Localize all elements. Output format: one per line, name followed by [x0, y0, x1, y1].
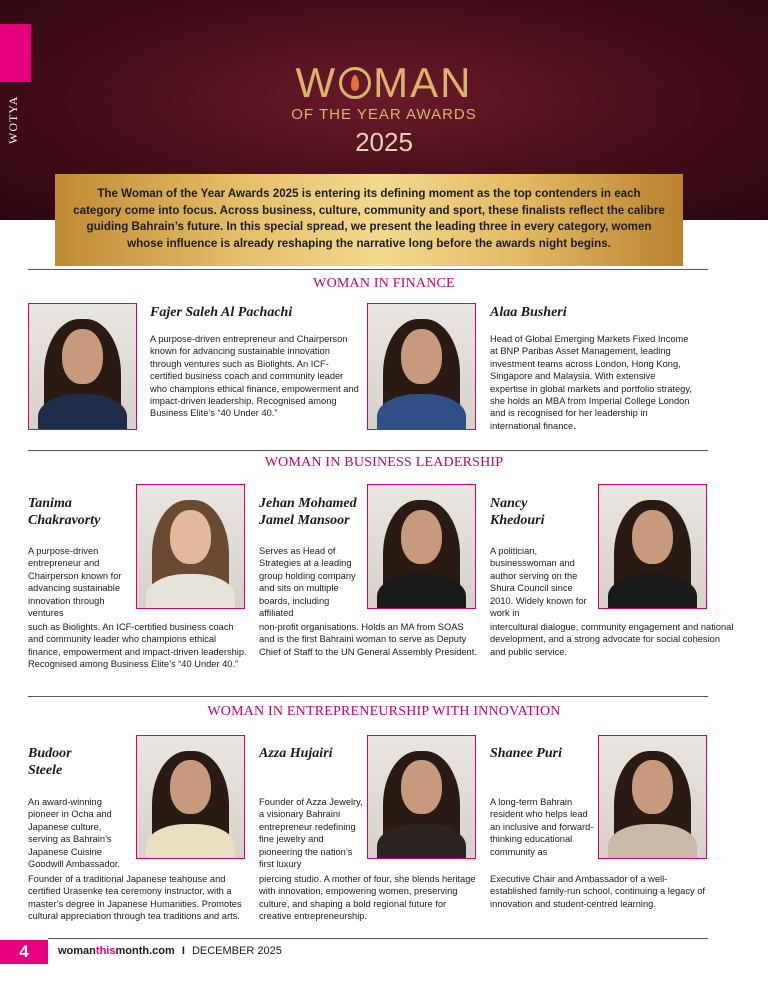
person-bio: such as Biolights. An ICF-certified business coach and community leader who champions ethical finance, empowerment and impact-driven leadership. Recognised among Business Elite’s “40 Under 40.”: [28, 622, 247, 670]
portrait-photo: [367, 303, 476, 430]
page-number: 4: [0, 940, 48, 964]
person-bio: A purpose-driven entrepreneur and Chairperson known for advancing sustainable innovation through ventures: [28, 546, 122, 619]
person-bio: Executive Chair and Ambassador of a well-established family-run school, continuing a legacy of innovation and student-centred learning.: [490, 874, 705, 909]
person-bio: A politician, businesswoman and author serving on the Shura Council since 2010. Widely known for work in: [490, 546, 587, 619]
divider: [48, 938, 708, 939]
person-bio: Founder of Azza Jewelry, a visionary Bahraini entrepreneur redefining fine jewelry and pioneering the nation’s first luxury: [259, 797, 363, 870]
person-bio: intercultural dialogue, community engagement and national development, and a strong advocate for social cohesion and public service.: [490, 622, 734, 657]
flame-icon: [339, 67, 371, 99]
logo-wordmark: W MAN: [295, 59, 473, 106]
person-name: Nancy Khedouri: [490, 496, 545, 528]
person-name: Budoor Steele: [28, 746, 72, 778]
section-title-business: WOMAN IN BUSINESS LEADERSHIP: [264, 455, 504, 470]
pink-tab: [0, 24, 31, 82]
person-name: Azza Hujairi: [259, 746, 333, 761]
portrait-photo: [367, 735, 476, 859]
divider: [28, 450, 708, 451]
portrait-photo: [367, 484, 476, 609]
person-bio: Serves as Head of Strategies at a leading group holding company and sits on multiple boards, including affiliated: [259, 546, 356, 619]
side-label: WOTYA: [6, 95, 20, 145]
footer-credit: womanthismonth.com I DECEMBER 2025: [58, 945, 282, 957]
person-bio: Founder of a traditional Japanese teahouse and certified Urasenke tea ceremony instructor, with a master’s degree in Japanese Humanities. Promotes cultural appreciation through tea traditions and arts.: [28, 874, 242, 922]
intro-text: The Woman of the Year Awards 2025 is entering its defining moment as the top contenders in each category come into focus. Across business, culture, community and sport, these finalists reflect the calibre guiding Bahrain’s future. In this special spread, we present the leading three in every category, women whose influence is already reshaping the narrative long before the awards night begins.: [55, 174, 683, 266]
person-bio: Head of Global Emerging Markets Fixed Income at BNP Paribas Asset Management, leading investment teams across London, Hong Kong, Singapore and Malaysia. With extensive expertise in global markets and portfolio strategy, she holds an MBA from Imperial College London and is recognised for her leadership in international finance.: [490, 334, 692, 431]
divider: [28, 269, 708, 270]
portrait-photo: [598, 735, 707, 859]
person-bio: An award-winning pioneer in Ocha and Japanese culture, serving as Bahrain’s Japanese Cuisine Goodwill Ambassador.: [28, 797, 120, 870]
divider: [28, 696, 708, 697]
person-name: Tanima Chakravorty: [28, 496, 101, 528]
portrait-photo: [598, 484, 707, 609]
awards-logo: [234, 59, 534, 158]
section-title-finance: WOMAN IN FINANCE: [313, 276, 455, 291]
person-name: Fajer Saleh Al Pachachi: [150, 305, 293, 320]
person-name: Shanee Puri: [490, 746, 562, 761]
section-title-entrepreneurship: WOMAN IN ENTREPRENEURSHIP WITH INNOVATION: [207, 704, 561, 719]
portrait-photo: [28, 303, 137, 430]
logo-year: 2025: [355, 127, 413, 157]
person-name: Alaa Busheri: [490, 305, 567, 320]
portrait-photo: [136, 484, 245, 609]
person-bio: A long-term Bahrain resident who helps lead an inclusive and forward-thinking educational community as: [490, 797, 594, 857]
person-bio: piercing studio. A mother of four, she blends heritage with innovation, empowering women, preserving culture, and shaping a bold regional future for creative entrepreneurship.: [259, 874, 476, 922]
logo-subtitle: OF THE YEAR AWARDS: [291, 106, 477, 123]
portrait-photo: [136, 735, 245, 859]
person-bio: A purpose-driven entrepreneur and Chairperson known for advancing sustainable innovation through ventures such as Biolights. An ICF-certified business coach and community leader who champions ethical finance, empowerment and impact-driven leadership. Recognised among Business Elite’s “40 Under 40.”: [150, 334, 359, 419]
person-bio: non-profit organisations. Holds an MA from SOAS and is the first Bahraini woman to serve as Deputy Chief of Staff to the UN General Assembly President.: [259, 622, 477, 657]
person-name: Jehan Mohamed Jamel Mansoor: [259, 496, 357, 528]
